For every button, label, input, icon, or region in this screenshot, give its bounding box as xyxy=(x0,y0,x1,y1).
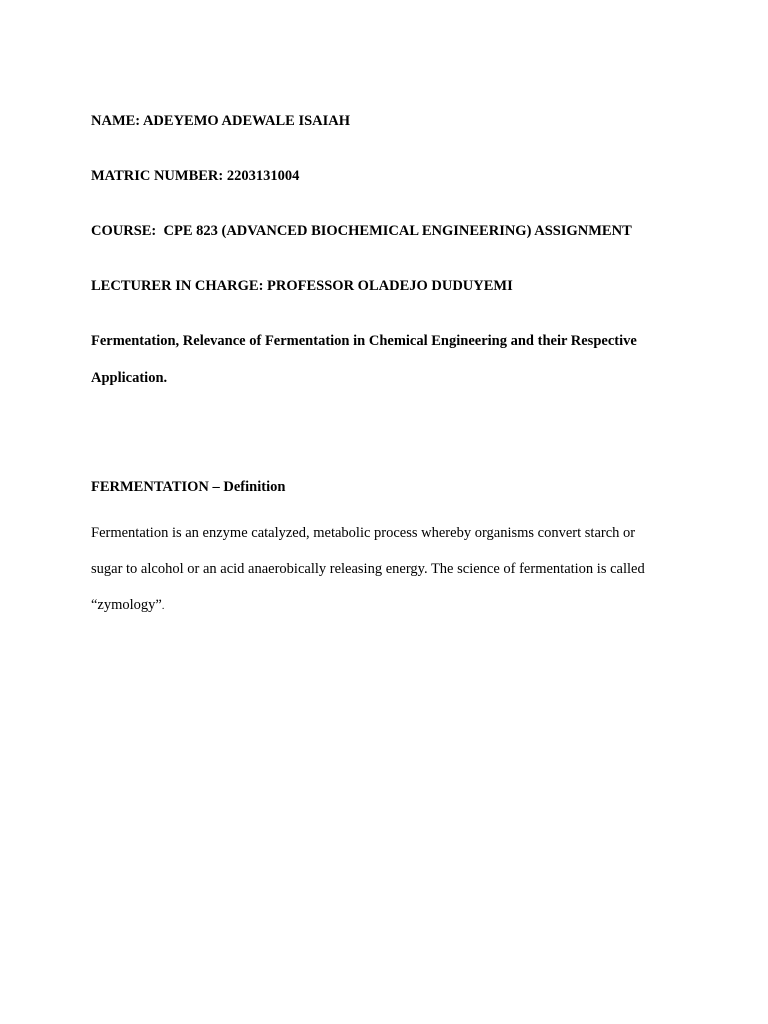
body-text-line-2: sugar to alcohol or an acid anaerobically releasing energy. The science of fermentation is called xyxy=(91,561,645,577)
body-text-line-3 xyxy=(91,596,164,616)
sentence-end: . xyxy=(161,601,165,612)
body-text-line-1: Fermentation is an enzyme catalyzed, metabolic process whereby organisms convert starch or xyxy=(91,525,636,541)
matric-number: MATRIC NUMBER: 2203131004 xyxy=(91,168,300,184)
zymology-term: “zymology” xyxy=(91,597,162,613)
document-title-line-1: Fermentation, Relevance of Fermentation in Chemical Engineering and their Respective xyxy=(91,333,637,349)
document-title-line-2: Application. xyxy=(91,370,168,386)
section-heading: FERMENTATION – Definition xyxy=(91,479,286,495)
student-name: NAME: ADEYEMO ADEWALE ISAIAH xyxy=(91,113,351,129)
lecturer-in-charge: LECTURER IN CHARGE: PROFESSOR OLADEJO DUDUYEMI xyxy=(91,278,513,294)
course-title: COURSE: CPE 823 (ADVANCED BIOCHEMICAL ENGINEERING) ASSIGNMENT xyxy=(91,223,632,239)
